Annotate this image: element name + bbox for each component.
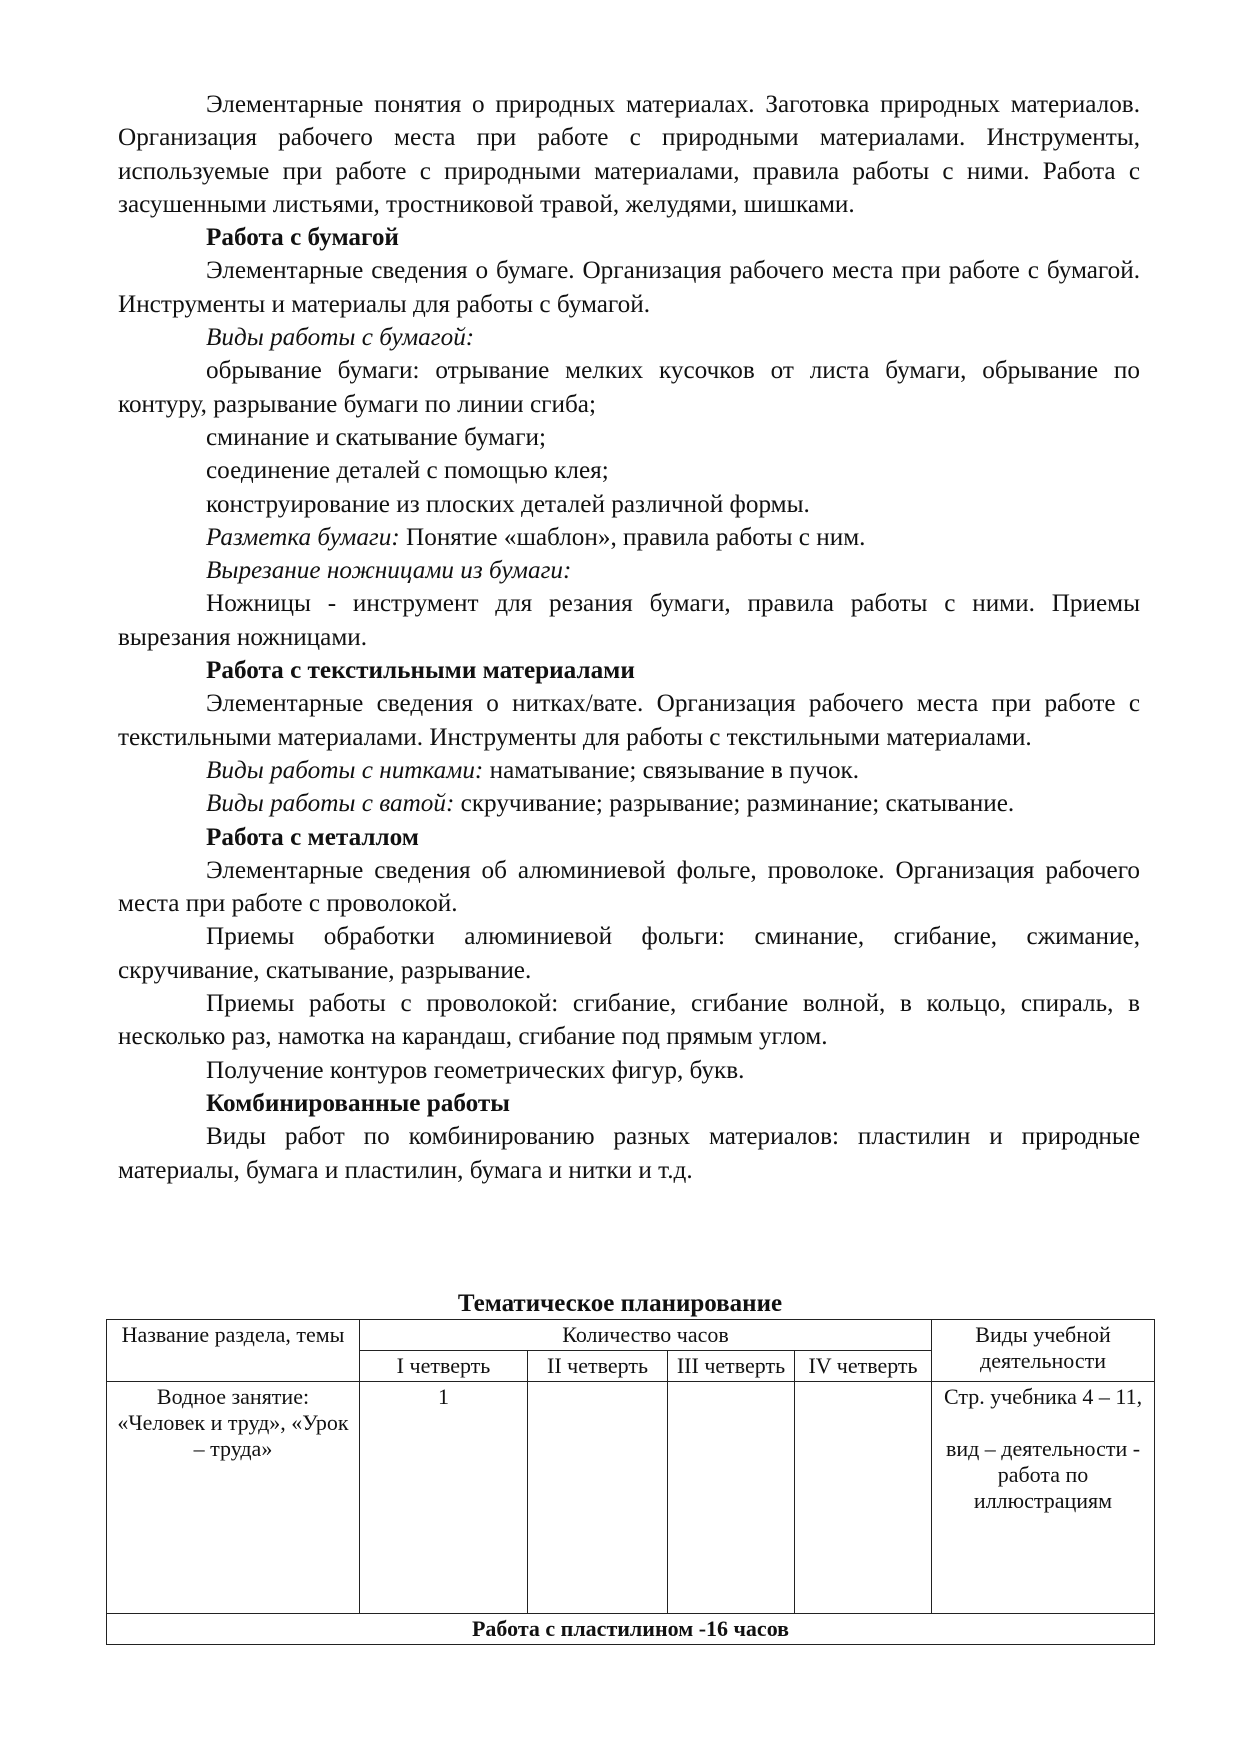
table-header-row <box>107 1320 1155 1351</box>
table-row <box>107 1382 1155 1614</box>
section-heading: Работа с текстильными материалами <box>206 657 635 685</box>
italic-label: Разметка бумаги: <box>206 523 400 551</box>
paragraph: Получение контуров геометрических фигур, букв. <box>206 1056 745 1084</box>
header-hours-cell: Количество часов <box>360 1320 932 1351</box>
hours-cell: 1 <box>360 1382 528 1614</box>
paragraph: Элементарные понятия о природных материалах. Заготовка природных материалов. Организация рабочего места при работе с природными материалами. Инструменты, используемые при работе с природными материалами, правила работы с ними. Работа с засушенными листьями, тростниковой травой, желудями, шишками. <box>118 91 1140 218</box>
paragraph <box>118 787 1140 820</box>
paragraph: Виды работ по комбинированию разных материалов: пластилин и природные материалы, бумага и пластилин, бумага и нитки и т.д. <box>118 1123 1140 1184</box>
document-body <box>118 88 1140 1187</box>
section-title-cell: Работа с пластилином -16 часов <box>107 1614 1155 1645</box>
paragraph-text: Понятие «шаблон», правила работы с ним. <box>399 523 866 551</box>
topic-cell: Водное занятие: «Человек и труд», «Урок – труда» <box>107 1382 360 1614</box>
paragraph-text: наматывание; связывание в пучок. <box>483 756 860 784</box>
paragraph: обрывание бумаги: отрывание мелких кусочков от листа бумаги, обрывание по контуру, разрывание бумаги по линии сгиба; <box>118 357 1140 418</box>
paragraph: Элементарные сведения о бумаге. Организация рабочего места при работе с бумагой. Инструменты и материалы для работы с бумагой. <box>118 257 1140 318</box>
activity-cell <box>932 1382 1155 1614</box>
italic-label: Виды работы с нитками: <box>206 756 484 784</box>
header-quarter-cell: III четверть <box>668 1351 795 1382</box>
subheading <box>118 554 1140 587</box>
paragraph <box>118 754 1140 787</box>
header-quarter-cell: IV четверть <box>795 1351 932 1382</box>
paragraph: Приемы обработки алюминиевой фольги: сминание, сгибание, сжимание, скручивание, скатывание, разрывание. <box>118 923 1140 984</box>
paragraph: конструирование из плоских деталей различной формы. <box>206 490 810 518</box>
section-heading: Работа с металлом <box>206 823 419 851</box>
paragraph <box>118 521 1140 554</box>
hours-cell <box>795 1382 932 1614</box>
paragraph: Элементарные сведения об алюминиевой фольге, проволоке. Организация рабочего места при работе с проволокой. <box>118 856 1140 918</box>
table-section-row <box>107 1614 1155 1645</box>
activity-pages: Стр. учебника 4 – 11, <box>943 1384 1143 1409</box>
paragraph: соединение деталей с помощью клея; <box>206 457 609 485</box>
header-quarter-cell: II четверть <box>528 1351 668 1382</box>
table-caption: Тематическое планирование <box>457 1290 783 1317</box>
paragraph: сминание и скатывание бумаги; <box>206 423 547 451</box>
thematic-plan-table <box>106 1319 1155 1645</box>
section-heading: Комбинированные работы <box>206 1089 510 1117</box>
italic-label: Вырезание ножницами из бумаги: <box>206 557 572 585</box>
header-section-cell: Название раздела, темы <box>107 1320 360 1382</box>
hours-cell <box>668 1382 795 1614</box>
activity-kind: вид – деятельности - работа по иллюстрациям <box>945 1436 1141 1513</box>
paragraph: Элементарные сведения о нитках/вате. Организация рабочего места при работе с текстильными материалами. Инструменты для работы с текстильными материалами. <box>118 690 1140 751</box>
header-activities-cell: Виды учебной деятельности <box>932 1320 1155 1382</box>
hours-cell <box>528 1382 668 1614</box>
paragraph-text: скручивание; разрывание; разминание; скатывание. <box>454 790 1015 818</box>
header-quarter-cell: I четверть <box>360 1351 528 1382</box>
paragraph: Ножницы - инструмент для резания бумаги, правила работы с ними. Приемы вырезания ножницами. <box>118 590 1140 651</box>
subheading <box>118 321 1140 354</box>
italic-label: Виды работы с бумагой: <box>206 324 475 352</box>
italic-label: Виды работы с ватой: <box>206 790 455 818</box>
section-heading: Работа с бумагой <box>206 224 399 252</box>
paragraph: Приемы работы с проволокой: сгибание, сгибание волной, в кольцо, спираль, в несколько раз, намотка на карандаш, сгибание под прямым углом. <box>118 990 1140 1051</box>
